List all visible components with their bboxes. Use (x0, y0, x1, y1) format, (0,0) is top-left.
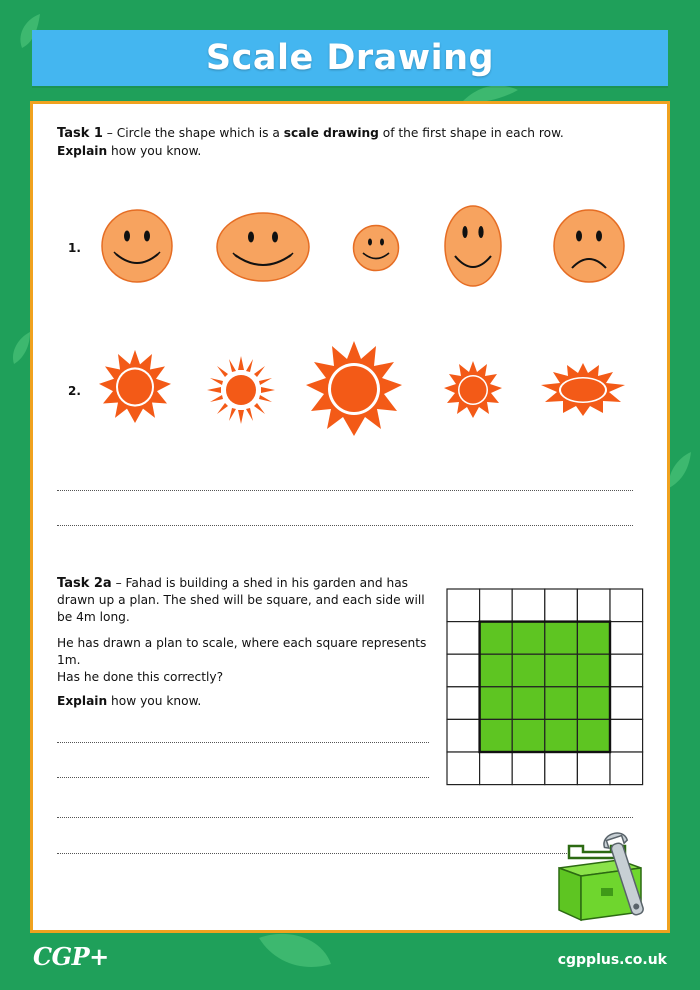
grid-cell (545, 752, 578, 785)
task1-label: Task 1 (57, 126, 103, 141)
cgp-logo: CGP+ (33, 942, 109, 971)
grid-cell (577, 752, 610, 785)
grid-cell (610, 687, 643, 720)
grid-cell-shaded (512, 654, 545, 687)
grid-cell-shaded (545, 654, 578, 687)
grid-cell (610, 654, 643, 687)
grid-cell (480, 752, 513, 785)
leaf-decoration (255, 928, 335, 983)
grid-cell-shaded (545, 622, 578, 655)
smiley-face[interactable] (352, 224, 400, 272)
smiley-face[interactable] (100, 208, 174, 284)
grid-cell-shaded (577, 719, 610, 752)
grid-cell-shaded (480, 654, 513, 687)
sad-face[interactable] (552, 208, 626, 284)
grid-cell (447, 752, 480, 785)
grid-cell (610, 622, 643, 655)
task2a-explain: Explain how you know. (57, 694, 202, 708)
grid-cell (610, 589, 643, 622)
sun-shape[interactable] (443, 360, 503, 420)
answer-line (57, 525, 633, 526)
grid-cell-shaded (577, 622, 610, 655)
grid-cell (447, 622, 480, 655)
grid-cell (545, 589, 578, 622)
task2a-paragraph-1: Task 2a – Fahad is building a shed in his garden and has drawn up a plan. The shed will be square, and each side will be 4m long. (57, 576, 425, 624)
row-number: 2. (68, 384, 81, 398)
grid-cell-shaded (512, 719, 545, 752)
grid-cell-shaded (512, 687, 545, 720)
answer-line (57, 490, 633, 491)
sun-shape[interactable] (304, 340, 404, 438)
grid-cell (447, 719, 480, 752)
grid-cell (577, 589, 610, 622)
smiley-face[interactable] (443, 204, 503, 288)
answer-line (57, 777, 429, 778)
grid-cell (447, 654, 480, 687)
sun-shape[interactable] (540, 362, 626, 418)
grid-cell (610, 719, 643, 752)
task2a-paragraph-2: He has drawn a plan to scale, where each square represents 1m. Has he done this correctly? (57, 636, 427, 684)
grid-cell-shaded (545, 687, 578, 720)
smiley-face[interactable] (215, 211, 311, 283)
title-banner (32, 30, 668, 86)
grid-cell (447, 589, 480, 622)
task1-instruction: Task 1 – Circle the shape which is a scale drawing of the first shape in each row. (57, 126, 564, 141)
toolbox-wrench-icon (555, 828, 661, 924)
grid-cell-shaded (577, 654, 610, 687)
grid-cell-shaded (577, 687, 610, 720)
answer-line (57, 742, 429, 743)
answer-line (57, 853, 567, 854)
grid-cell-shaded (480, 622, 513, 655)
shed-plan-grid (446, 588, 645, 786)
grid-cell (447, 687, 480, 720)
grid-cell (480, 589, 513, 622)
footer-url-link[interactable]: cgpplus.co.uk (557, 952, 667, 968)
grid-cell (512, 589, 545, 622)
grid-cell-shaded (480, 719, 513, 752)
sun-shape[interactable] (98, 349, 172, 425)
grid-cell (512, 752, 545, 785)
grid-cell-shaded (480, 687, 513, 720)
grid-cell-shaded (545, 719, 578, 752)
page-title: Scale Drawing (205, 38, 495, 78)
task1-explain: Explain how you know. (57, 144, 202, 158)
row-number: 1. (68, 241, 81, 255)
grid-cell (610, 752, 643, 785)
sun-shape[interactable] (206, 355, 276, 425)
task2a-label: Task 2a (57, 576, 112, 591)
answer-line (57, 817, 633, 818)
grid-cell-shaded (512, 622, 545, 655)
